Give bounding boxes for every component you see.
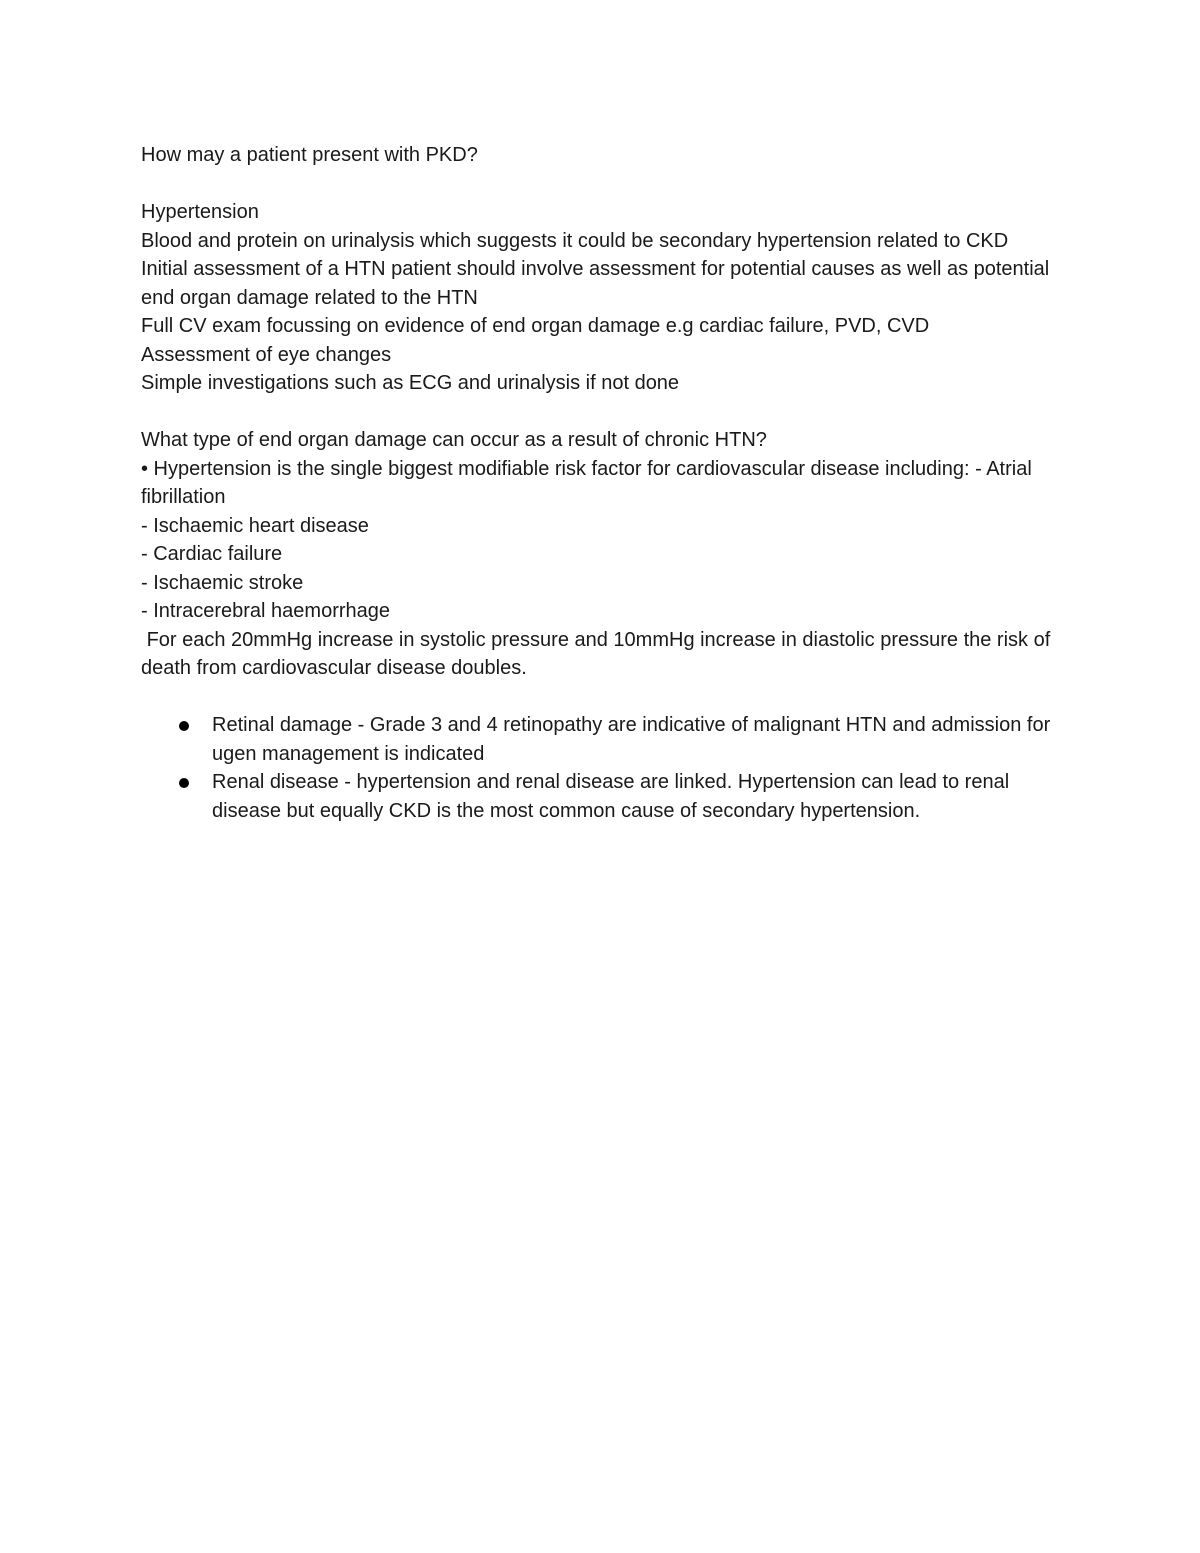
paragraph-line: Simple investigations such as ECG and urinalysis if not done [141,372,680,394]
paragraph-line: Assessment of eye changes [141,343,392,366]
bullet-icon [179,778,189,788]
risk-list-item: - Intracerebral haemorrhage [141,600,391,622]
risk-list-item: - Cardiac failure [141,543,283,565]
risk-factor-intro: • Hypertension is the single biggest modifiable risk factor for cardiovascular disease including: - Atrial fibrillation [141,457,1038,508]
spacer [141,170,1066,199]
question-pkd-presentation: How may a patient present with PKD? [141,144,478,166]
bullet-icon [179,721,189,731]
paragraph-line: Blood and protein on urinalysis which suggests it could be secondary hypertension related to CKD [141,229,1009,252]
list-item [141,768,1066,825]
question-end-organ-damage: What type of end organ damage can occur as a result of chronic HTN? [141,429,767,451]
paragraph-line: Initial assessment of a HTN patient should involve assessment for potential causes as well as potential end organ damage related to the HTN [141,258,1055,309]
spacer [141,398,1066,427]
bullet-list [141,711,1066,825]
document-body [141,141,1066,825]
paragraph-line: Full CV exam focussing on evidence of end organ damage e.g cardiac failure, PVD, CVD [141,315,930,337]
risk-list-item: - Ischaemic stroke [141,571,304,594]
pressure-risk-statement: For each 20mmHg increase in systolic pressure and 10mmHg increase in diastolic pressure the risk of death from cardiovascular disease doubles. [141,628,1056,679]
risk-list-item: - Ischaemic heart disease [141,514,369,537]
spacer [141,683,1066,712]
bullet-text-retinal-damage: Retinal damage - Grade 3 and 4 retinopathy are indicative of malignant HTN and admission for ugen management is indicated [212,714,1051,765]
paragraph-line: Hypertension [141,201,259,223]
bullet-text-renal-disease: Renal disease - hypertension and renal disease are linked. Hypertension can lead to renal disease but equally CKD is the most common cause of secondary hypertension. [212,771,1010,822]
list-item [141,711,1066,768]
